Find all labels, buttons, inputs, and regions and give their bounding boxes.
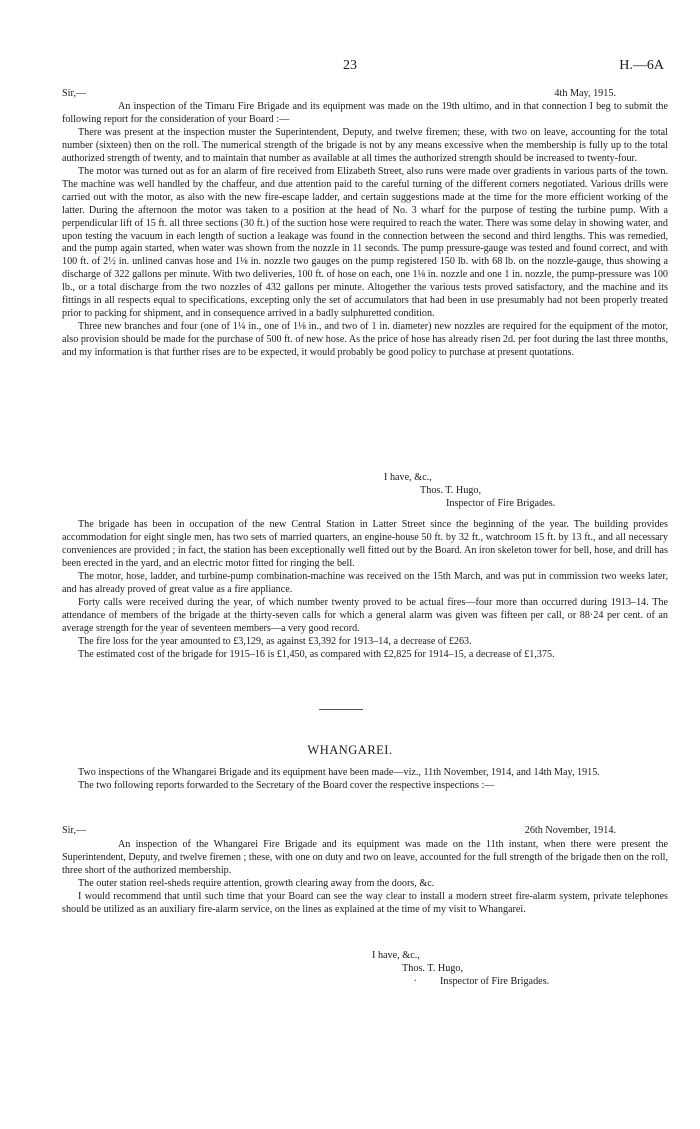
timaru-report-paragraph: The motor was turned out as for an alarm of fire received from Elizabeth Street, also runs were made over gradients in various parts of the town. The machine was well handled by the chaffeur, and due attention paid to the careful turning of the different corners negotiated. Various drills were carried out with the motor, as also with the new fire-escape ladder, and certain suggestions made at the time for the more efficient working of the latter. During the afternoon the motor was taken to a position at the head of No. 3 wharf for the purpose of testing the turbine pump. With a perpendicular lift of 15 ft. all three sections (30 ft.) of the suction hose were required to reach the water. There was some delay in showing water, and upon testing the vacuum in each length of suction a leakage was found in the connection between the second and third lengths. This was remedied, and the pump again started, when water was shown from the nozzle in 11 seconds. The pump pressure-gauge was tested and found correct, and with 100 ft. of 2½ in. unlined canvas hose and 1⅛ in. nozzle two gauges on the pump registered 150 lb. with 68 lb. on the nozzle-gauge, thus showing a discharge of 322 gallons per minute. With two deliveries, 100 ft. of hose on each, one 1⅛ in. nozzle and one 1 in. nozzle, the pump-pressure was 100 lb., or a total discharge from the two nozzles of 432 gallons per minute. Altogether the various tests proved satisfactory, and the machine and its fittings in all respects equal to specifications, excepting only the set of accumulators that had been in use presumably had not been properly treated prior to packing for shipment, and in consequence arrived in a badly sulphuretted condition. (62, 165, 668, 320)
timaru-closing: I have, &c., (384, 472, 432, 483)
timaru-summary (62, 519, 668, 661)
print-speck: . (414, 973, 417, 984)
section-divider (319, 709, 363, 710)
timaru-report-body (62, 101, 668, 360)
whangarei-salutation: Sir,— (62, 825, 87, 836)
summary-paragraph: The motor, hose, ladder, and turbine-pump combination-machine was received on the 15th March, and was put in commission two weeks later, and has already proved of great value as a fire appliance. (62, 570, 668, 595)
page-number: 23 (343, 58, 357, 73)
timaru-signatory-title: Inspector of Fire Brigades. (446, 498, 556, 509)
whangarei-intro (62, 767, 668, 793)
timaru-salutation: Sir,— (62, 88, 87, 99)
whangarei-heading: WHANGAREI. (307, 743, 393, 757)
document-reference: H.—6A (619, 58, 664, 73)
whangarei-report-paragraph: I would recommend that until such time that your Board can see the way clear to install a modern street fire-alarm system, private telephones should be utilized as an auxiliary fire-alarm service, on the lines as explained at the time of my visit to Whangarei. (62, 890, 668, 915)
whangarei-intro-paragraph: The two following reports forwarded to the Secretary of the Board cover the respective inspections :— (78, 779, 495, 791)
whangarei-closing: I have, &c., (372, 950, 420, 961)
timaru-report-paragraph: An inspection of the Timaru Fire Brigade and its equipment was made on the 19th ultimo, and in that connection I beg to submit the following report for the consideration of your Board :— (62, 101, 668, 125)
whangarei-report-date: 26th November, 1914. (524, 825, 616, 836)
whangarei-signature: Thos. T. Hugo, (402, 963, 464, 974)
whangarei-report-paragraph: The outer station reel-sheds require attention, growth clearing away from the doors, &c. (78, 877, 435, 889)
timaru-report-paragraph: There was present at the inspection muster the Superintendent, Deputy, and twelve firemen; these, with two on leave, accounting for the total number (sixteen) then on the roll. The numerical strength of the brigade is not by any means excessive when the membership is fully up to the total authorized strength of twenty, and to maintain that number as available at all times the authorized strength should be increased to twenty-four. (62, 126, 668, 164)
timaru-report-date: 4th May, 1915. (554, 88, 616, 99)
whangarei-report-body (62, 839, 668, 917)
summary-paragraph: Forty calls were received during the year, of which number twenty proved to be actual fires—four more than occurred during 1913–14. The attendance of members of the brigade at the thirty-seven calls for which a general alarm was given was fifteen per call, or 88·24 per cent. of an average strength for the year of seventeen members—a very good record. (62, 596, 668, 634)
whangarei-report-paragraph: An inspection of the Whangarei Fire Brigade and its equipment was made on the 11th instant, when there were present the Superintendent, Deputy, and twelve firemen ; these, with one on duty and two on leave, accounted for the full strength of the brigade then on the roll, three short of the authorized membership. (62, 839, 668, 876)
summary-paragraph: The estimated cost of the brigade for 1915–16 is £1,450, as compared with £2,825 for 1914–15, a decrease of £1,375. (78, 648, 555, 660)
whangarei-signatory-title: Inspector of Fire Brigades. (440, 976, 550, 987)
whangarei-intro-paragraph: Two inspections of the Whangarei Brigade and its equipment have been made—viz., 11th November, 1914, and 14th May, 1915. (78, 767, 600, 778)
timaru-report-paragraph: Three new branches and four (one of 1¼ in., one of 1⅛ in., and two of 1 in. diameter) new nozzles are required for the equipment of the motor, also provision should be made for the purchase of 500 ft. of new hose. As the price of hose has already risen 2d. per foot during the last three months, and my information is that further rises are to be expected, it would probably be good policy to purchase at present quotations. (62, 321, 668, 359)
timaru-signature: Thos. T. Hugo, (420, 485, 482, 496)
summary-paragraph: The fire loss for the year amounted to £3,129, as against £3,392 for 1913–14, a decrease of £263. (78, 635, 472, 647)
summary-paragraph: The brigade has been in occupation of the new Central Station in Latter Street since the beginning of the year. The building provides accommodation for eight single men, has two sets of married quarters, an engine-house 50 ft. by 32 ft., watchroom 15 ft. by 13 ft., and all necessary conveniences are provided ; in fact, the station has been exceptionally well fitted out by the Board. An iron skeleton tower for bell, hose, and drill has been erected in the yard, and an electric motor fitted for ringing the bell. (62, 519, 668, 569)
